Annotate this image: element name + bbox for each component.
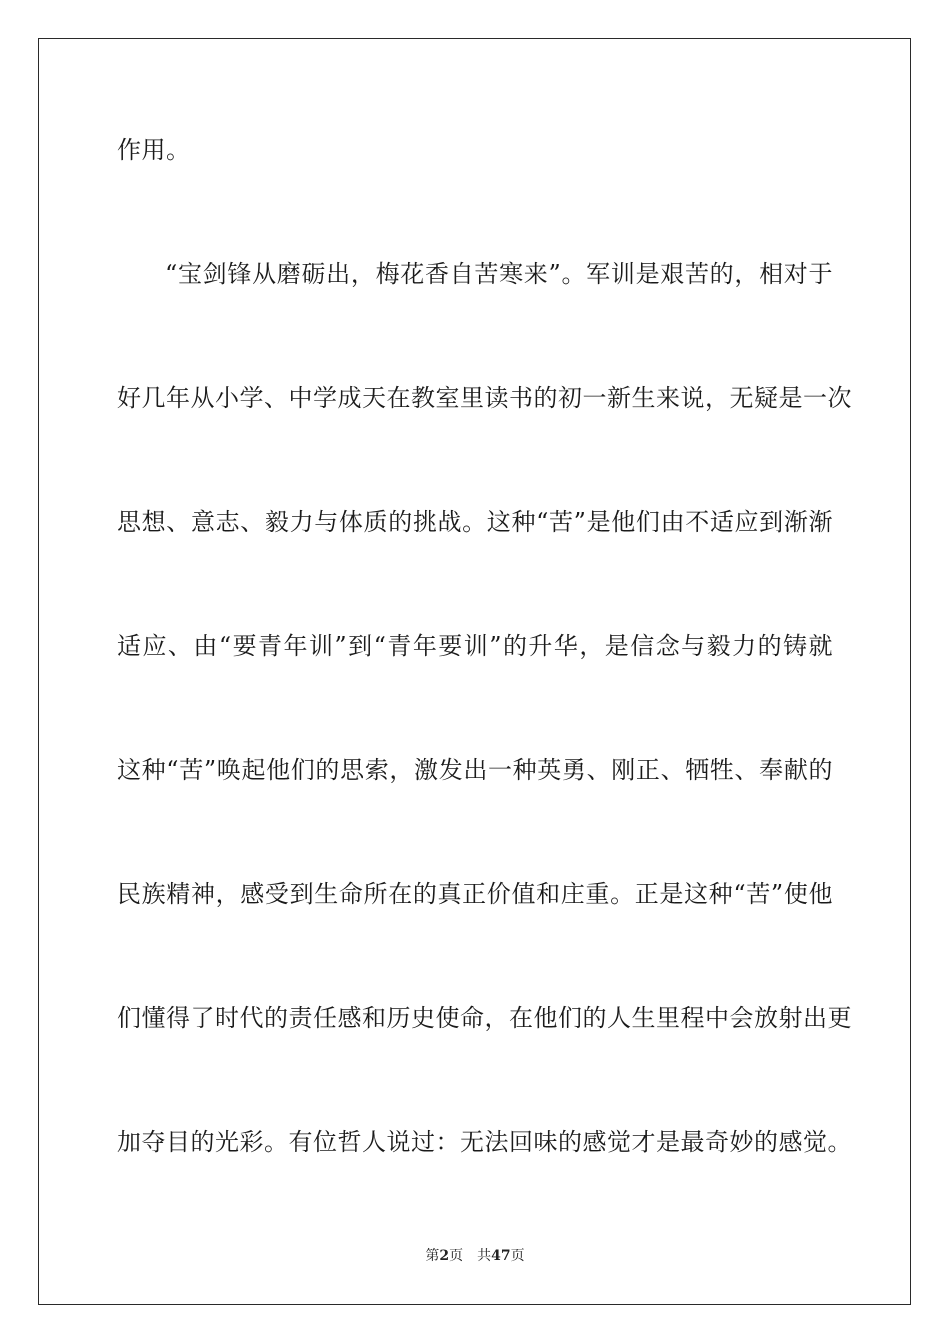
- footer-page-number: 2: [439, 1248, 450, 1264]
- text-line-3: 好几年从小学、中学成天在教室里读书的初一新生来说，无疑是一次: [117, 384, 852, 412]
- text-line-4: 思想、意志、毅力与体质的挑战。这种“苦”是他们由不适应到渐渐: [117, 508, 833, 536]
- footer-total-prefix: 共: [477, 1248, 492, 1264]
- text-line-8: 们懂得了时代的责任感和历史使命，在他们的人生里程中会放射出更: [117, 1004, 852, 1032]
- text-line-2: “宝剑锋从磨砺出，梅花香自苦寒来”。军训是艰苦的，相对于: [165, 260, 833, 288]
- footer-page-suffix: 页: [449, 1248, 464, 1264]
- footer-total-pages: 47: [491, 1248, 511, 1264]
- text-line-5: 适应、由“要青年训”到“青年要训”的升华，是信念与毅力的铸就: [117, 632, 833, 660]
- page-footer: [0, 1247, 950, 1265]
- footer-page-prefix: 第: [425, 1248, 440, 1264]
- text-line-1: 作用。: [117, 136, 191, 164]
- footer-total-suffix: 页: [510, 1248, 525, 1264]
- text-line-9: 加夺目的光彩。有位哲人说过：无法回味的感觉才是最奇妙的感觉。: [117, 1128, 852, 1156]
- page-border: [38, 38, 911, 1305]
- text-line-7: 民族精神，感受到生命所在的真正价值和庄重。正是这种“苦”使他: [117, 880, 833, 908]
- text-line-6: 这种“苦”唤起他们的思索，激发出一种英勇、刚正、牺牲、奉献的: [117, 756, 833, 784]
